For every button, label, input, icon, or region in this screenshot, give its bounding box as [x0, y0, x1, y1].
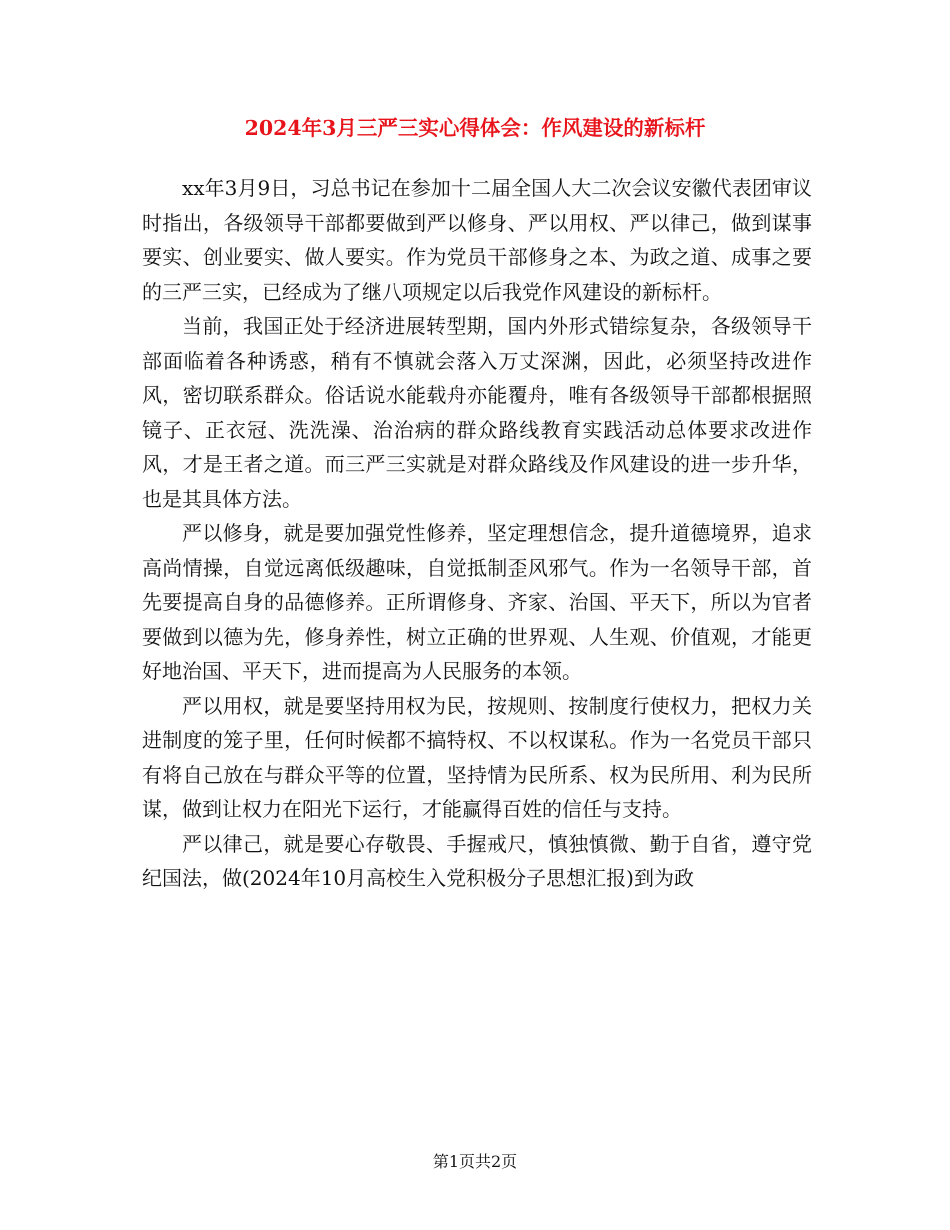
paragraph-2: 当前，我国正处于经济进展转型期，国内外形式错综复杂，各级领导干部面临着各种诱惑，稍有不慎就会落入万丈深渊，因此，必须坚持改进作风，密切联系群众。俗话说水能载舟亦能覆舟，唯有各级领导干部都根据照镜子、正衣冠、洗洗澡、治治病的群众路线教育实践活动总体要求改进作风，才是王者之道。而三严三实就是对群众路线及作风建设的进一步升华，也是其具体方法。 — [142, 314, 812, 511]
document-title: 2024年3月三严三实心得体会：作风建设的新标杆 — [244, 116, 706, 140]
document-body — [142, 171, 812, 896]
page-number-footer: 第1页共2页 — [432, 1152, 518, 1171]
paragraph-3: 严以修身，就是要加强党性修养，坚定理想信念，提升道德境界，追求高尚情操，自觉远离低级趣味，自觉抵制歪风邪气。作为一名领导干部，首先要提高自身的品德修养。正所谓修身、齐家、治国、平天下，所以为官者要做到以德为先，修身养性，树立正确的世界观、人生观、价值观，才能更好地治国、平天下，进而提高为人民服务的本领。 — [142, 521, 812, 683]
paragraph-4: 严以用权，就是要坚持用权为民，按规则、按制度行使权力，把权力关进制度的笼子里，任何时候都不搞特权、不以权谋私。作为一名党员干部只有将自己放在与群众平等的位置，坚持情为民所系、权为民所用、利为民所谋，做到让权力在阳光下运行，才能赢得百姓的信任与支持。 — [142, 693, 812, 821]
paragraph-5: 严以律己，就是要心存敬畏、手握戒尺，慎独慎微、勤于自省，遵守党纪国法，做(2024年10月高校生入党积极分子思想汇报)到为政 — [142, 831, 812, 890]
paragraph-1: xx年3月9日，习总书记在参加十二届全国人大二次会议安徽代表团审议时指出，各级领导干部都要做到严以修身、严以用权、严以律己，做到谋事要实、创业要实、做人要实。作为党员干部修身之本、为政之道、成事之要的三严三实，已经成为了继八项规定以后我党作风建设的新标杆。 — [142, 176, 812, 304]
